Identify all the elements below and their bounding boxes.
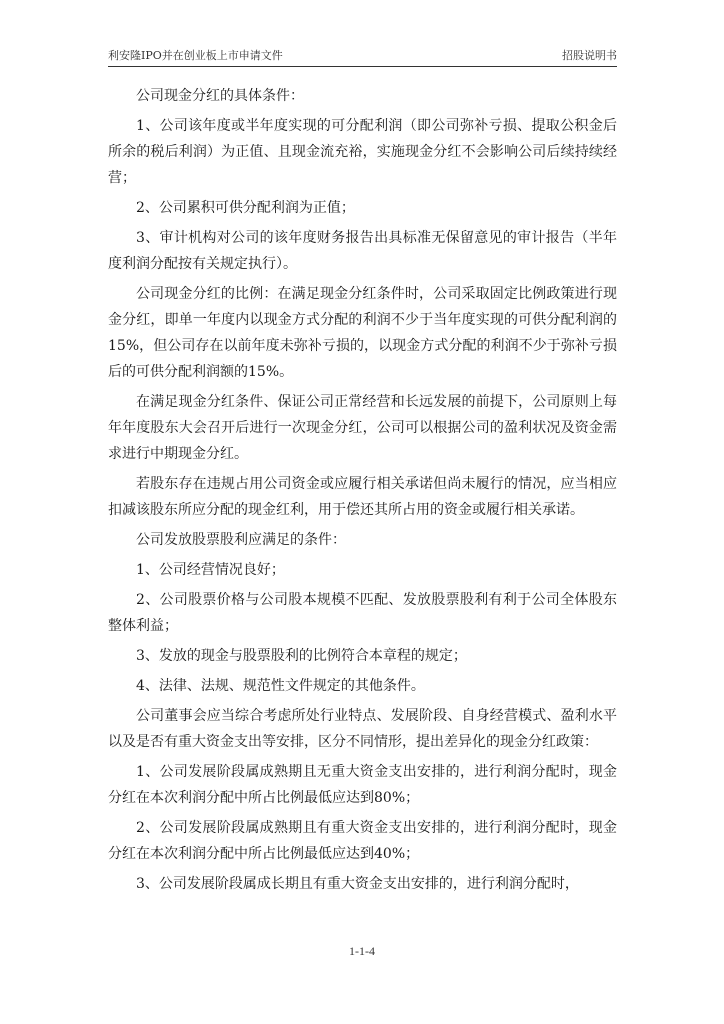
paragraph: 3、公司发展阶段属成长期且有重大资金支出安排的，进行利润分配时， <box>136 876 579 892</box>
paragraph: 3、审计机构对公司的该年度财务报告出具标准无保留意见的审计报告（半年度利润分配按有关规定执行）。 <box>108 230 617 272</box>
paragraph: 2、公司发展阶段属成熟期且有重大资金支出安排的，进行利润分配时，现金分红在本次利润分配中所占比例最低应达到40%； <box>108 820 617 862</box>
paragraph: 公司董事会应当综合考虑所处行业特点、发展阶段、自身经营模式、盈利水平以及是否有重大资金支出等安排，区分不同情形，提出差异化的现金分红政策： <box>108 708 617 750</box>
paragraph: 4、法律、法规、规范性文件规定的其他条件。 <box>136 678 425 694</box>
paragraph: 公司现金分红的比例：在满足现金分红条件时，公司采取固定比例政策进行现金分红，即单一年度内以现金方式分配的利润不少于当年度实现的可供分配利润的 15%，但公司存在以前年度未弥补亏损的，以现金方式分配的利润不少于弥补亏损后的可供分配利润额的15%。 <box>108 286 617 380</box>
header-section-title: 招股说明书 <box>562 49 617 62</box>
body-text <box>108 83 617 901</box>
page-number: 1-1-4 <box>349 944 375 958</box>
paragraph: 公司现金分红的具体条件： <box>136 88 304 104</box>
paragraph: 1、公司该年度或半年度实现的可分配利润（即公司弥补亏损、提取公积金后所余的税后利润）为正值、且现金流充裕，实施现金分红不会影响公司后续持续经营； <box>108 118 617 186</box>
paragraph: 2、公司累积可供分配利润为正值； <box>136 200 355 216</box>
paragraph: 1、公司发展阶段属成熟期且无重大资金支出安排的，进行利润分配时，现金分红在本次利润分配中所占比例最低应达到80%； <box>108 764 617 806</box>
paragraph: 3、发放的现金与股票股利的比例符合本章程的规定； <box>136 648 467 664</box>
paragraph: 2、公司股票价格与公司股本规模不匹配、发放股票股利有利于公司全体股东整体利益； <box>108 592 617 634</box>
header-document-title: 利安隆IPO并在创业板上市申请文件 <box>108 49 283 62</box>
paragraph: 若股东存在违规占用公司资金或应履行相关承诺但尚未履行的情况，应当相应扣减该股东所应分配的现金红利，用于偿还其所占用的资金或履行相关承诺。 <box>108 476 617 518</box>
paragraph: 1、公司经营情况良好； <box>136 562 285 578</box>
page-header <box>108 49 617 67</box>
paragraph: 在满足现金分红条件、保证公司正常经营和长远发展的前提下，公司原则上每年年度股东大会召开后进行一次现金分红，公司可以根据公司的盈利状况及资金需求进行中期现金分红。 <box>108 394 617 462</box>
paragraph: 公司发放股票股利应满足的条件： <box>136 532 346 548</box>
